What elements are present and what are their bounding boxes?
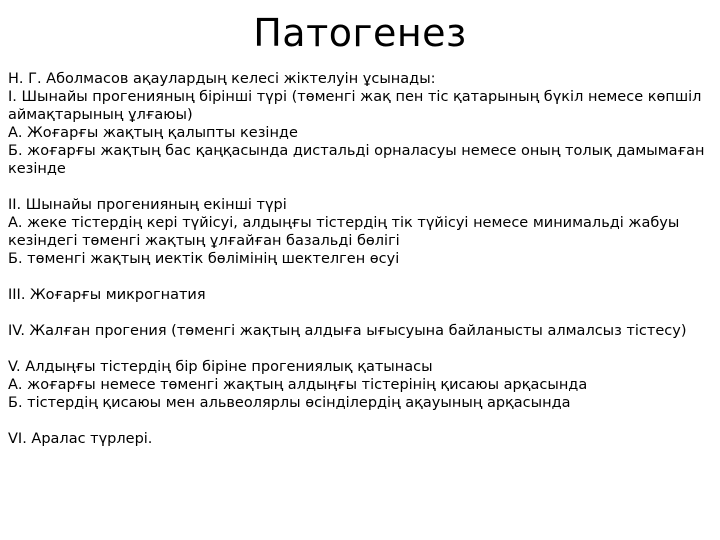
intro-text: Н. Г. Аболмасов ақаулардың келесі жіктелуін ұсынады: <box>8 71 436 87</box>
slide-body <box>8 70 714 448</box>
slide-title: Патогенез <box>253 11 467 55</box>
section-4-heading: ІV. Жалған прогения (төменгі жақтың алдыға ығысуына байланысты алмалсыз тістесу) <box>8 323 687 339</box>
section-5-item-b: Б. тістердің қисаюы мен альвеолярлы өсінділердің ақауының арқасында <box>8 395 571 411</box>
section-2-heading: ІІ. Шынайы прогенияның екінші түрі <box>8 197 287 213</box>
section-5-heading: V. Алдыңғы тістердің бір біріне прогениялық қатынасы <box>8 359 433 375</box>
section-1-item-b: Б. жоғарғы жақтың бас қаңқасында дистальді орналасуы немесе оның толық дамымаған кезінде <box>8 143 705 177</box>
spacer <box>8 304 714 322</box>
section-2-item-a: А. жеке тістердің кері түйісуі, алдыңғы тістердің тік түйісуі немесе минимальді жабуы кезіндегі төменгі жақтың ұлғайған базальді бөлігі <box>8 215 680 249</box>
section-6-heading: VІ. Аралас түрлері. <box>8 431 153 447</box>
spacer <box>8 268 714 286</box>
spacer <box>8 178 714 196</box>
section-1-heading: І. Шынайы прогенияның бірінші түрі (төменгі жақ пен тіс қатарының бүкіл немесе көпшіл аймақтарының ұлғаюы) <box>8 89 702 123</box>
section-1-item-a: А. Жоғарғы жақтың қалыпты кезінде <box>8 125 298 141</box>
section-2-item-b: Б. төменгі жақтың иектік бөлімінің шектелген өсуі <box>8 251 400 267</box>
spacer <box>8 340 714 358</box>
section-5-item-a: А. жоғарғы немесе төменгі жақтың алдыңғы тістерінің қисаюы арқасында <box>8 377 588 393</box>
spacer <box>8 412 714 430</box>
section-3-heading: ІІІ. Жоғарғы микрогнатия <box>8 287 206 303</box>
